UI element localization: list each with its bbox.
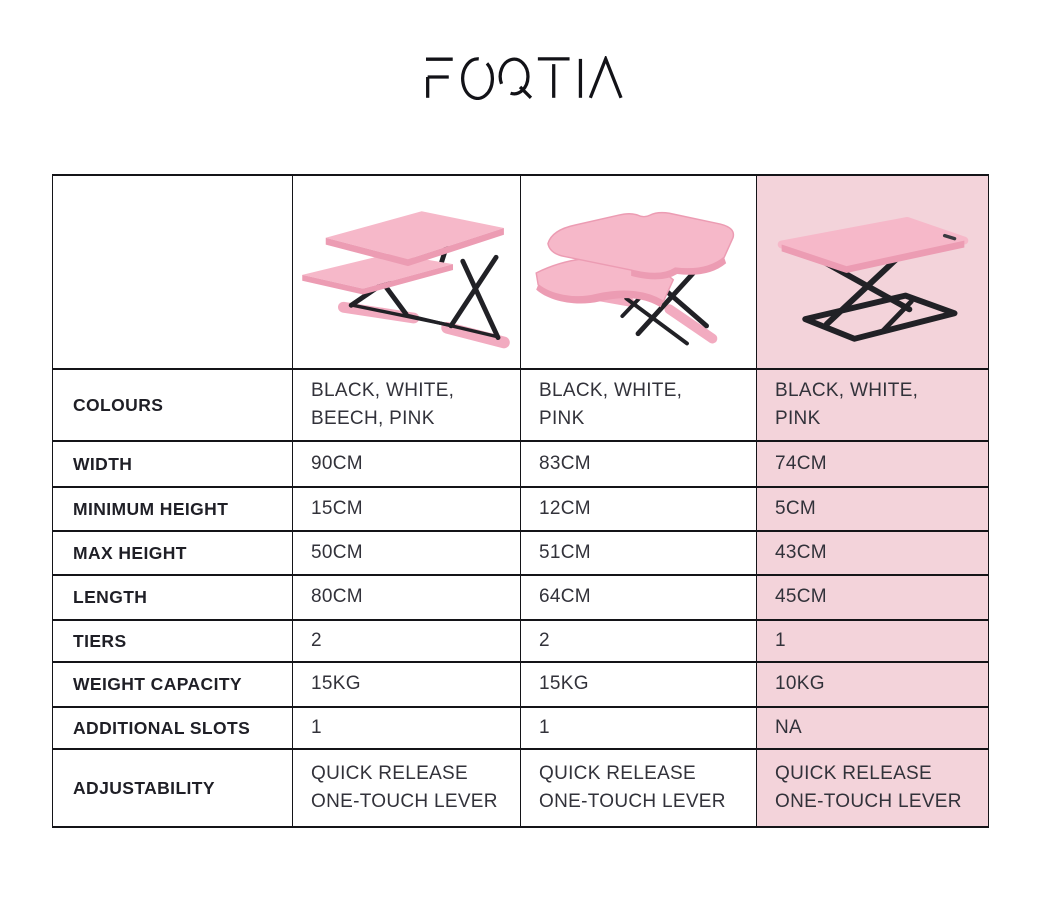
row-label-weight-capacity: WEIGHT CAPACITY [53,662,293,707]
row-label-length: LENGTH [53,575,293,620]
cell-text: BLACK, WHITE, BEECH, PINK [311,379,455,429]
comparison-table [52,174,989,828]
cell-length-product-2: 64CM [521,575,757,620]
slim-desk-riser-image [762,193,984,351]
cell-adjustability-product-1 [293,749,521,827]
two-tier-desk-riser-image [296,179,518,365]
cell-text: BLACK, WHITE, PINK [775,379,919,429]
table-row-width [53,441,989,487]
cell-tiers-product-1: 2 [293,620,521,662]
cell-text: QUICK RELEASE ONE-TOUCH LEVER [311,762,498,812]
table-row-colours [53,369,989,441]
cell-max-height-product-1: 50CM [293,531,521,575]
cell-colours-product-3 [757,369,989,441]
cell-width-product-3: 74CM [757,441,989,487]
product-1-image-cell [293,175,521,369]
cell-minimum-height-product-2: 12CM [521,487,757,531]
cell-text: QUICK RELEASE ONE-TOUCH LEVER [539,762,726,812]
cell-minimum-height-product-3: 5CM [757,487,989,531]
table-row-weight-capacity [53,662,989,707]
cell-weight-capacity-product-1: 15KG [293,662,521,707]
empty-corner-cell [53,175,293,369]
cell-colours-product-1 [293,369,521,441]
cell-additional-slots-product-1: 1 [293,707,521,749]
fortia-logo [426,56,624,100]
cell-length-product-1: 80CM [293,575,521,620]
cell-minimum-height-product-1: 15CM [293,487,521,531]
cell-text: QUICK RELEASE ONE-TOUCH LEVER [775,762,962,812]
cell-text: BLACK, WHITE, PINK [539,379,683,429]
row-label-additional-slots: ADDITIONAL SLOTS [53,707,293,749]
table-row-minimum-height [53,487,989,531]
product-2-image-cell [521,175,757,369]
cell-additional-slots-product-3: NA [757,707,989,749]
product-image-row [53,175,989,369]
fortia-wordmark-icon [426,56,624,100]
cell-colours-product-2 [521,369,757,441]
cell-weight-capacity-product-2: 15KG [521,662,757,707]
table-row-max-height [53,531,989,575]
cell-adjustability-product-2 [521,749,757,827]
row-label-minimum-height: MINIMUM HEIGHT [53,487,293,531]
cell-tiers-product-2: 2 [521,620,757,662]
row-label-width: WIDTH [53,441,293,487]
cell-weight-capacity-product-3: 10KG [757,662,989,707]
cell-length-product-3: 45CM [757,575,989,620]
cell-width-product-2: 83CM [521,441,757,487]
table-row-length [53,575,989,620]
row-label-adjustability: ADJUSTABILITY [53,749,293,827]
cell-tiers-product-3: 1 [757,620,989,662]
cell-max-height-product-3: 43CM [757,531,989,575]
row-label-max-height: MAX HEIGHT [53,531,293,575]
table-row-adjustability [53,749,989,827]
row-label-colours: COLOURS [53,369,293,441]
cell-additional-slots-product-2: 1 [521,707,757,749]
cell-max-height-product-2: 51CM [521,531,757,575]
product-3-image-cell [757,175,989,369]
curved-two-tier-desk-riser-image [528,179,750,365]
cell-adjustability-product-3 [757,749,989,827]
table-row-additional-slots [53,707,989,749]
cell-width-product-1: 90CM [293,441,521,487]
table-row-tiers [53,620,989,662]
row-label-tiers: TIERS [53,620,293,662]
